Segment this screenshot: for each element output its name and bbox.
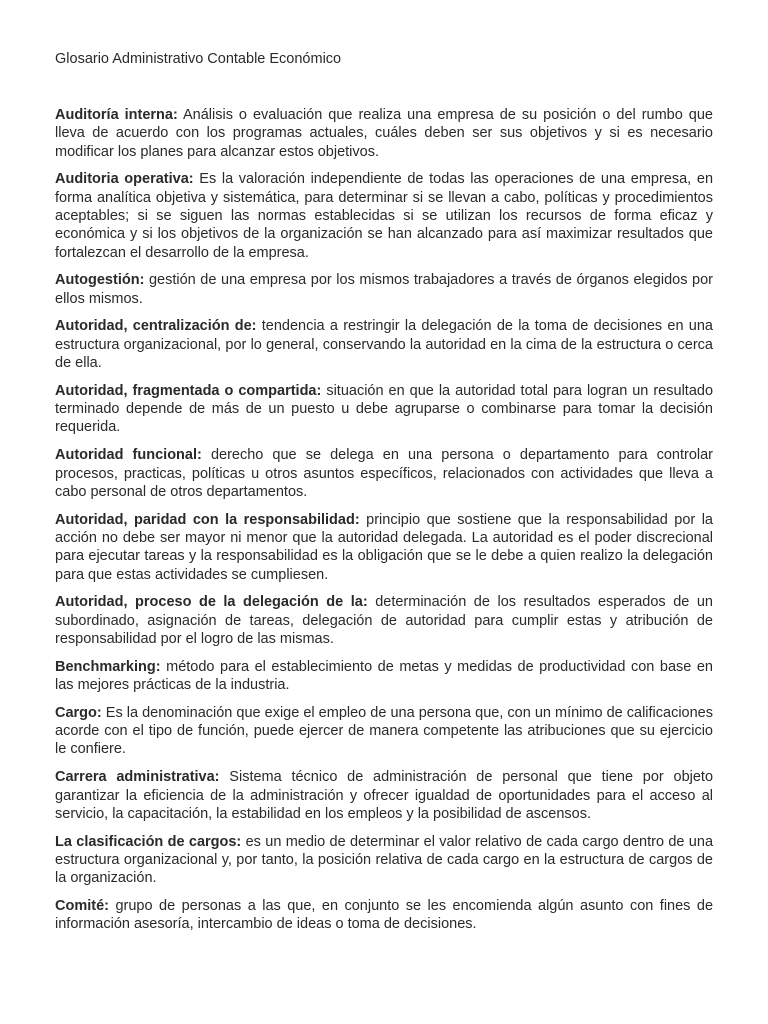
- glossary-term: Benchmarking:: [55, 658, 161, 675]
- glossary-term: Autoridad, centralización de:: [55, 318, 257, 335]
- glossary-entry: [55, 317, 713, 372]
- glossary-entry: [55, 704, 713, 759]
- glossary-definition: grupo de personas a las que, en conjunto se les encomienda algún asunto con fines de información asesoría, intercambio de ideas o toma de decisiones.: [55, 897, 714, 933]
- glossary-entry: [55, 446, 713, 501]
- glossary-entry: [55, 170, 713, 261]
- glossary-definition: es un medio de determinar el valor relativo de cada cargo dentro de una estructura organizacional y, por tanto, la posición relativa de cada cargo en la estructura de cargos de la organización.: [55, 833, 714, 887]
- glossary-term: Autoridad, proceso de la delegación de la:: [55, 594, 368, 611]
- glossary-entry: [55, 658, 713, 695]
- glossary-definition: Es la denominación que exige el empleo de una persona que, con un mínimo de calificaciones acorde con el tipo de función, puede ejercer de manera competente las atribuciones que su ejercicio le confiere.: [55, 704, 713, 758]
- document-title: Glosario Administrativo Contable Económico: [55, 51, 342, 67]
- glossary-definition: método para el establecimiento de metas y medidas de productividad con base en las mejores prácticas de la industria.: [55, 658, 714, 694]
- glossary-term: Comité:: [55, 897, 109, 914]
- glossary-definition: determinación de los resultados esperados de un subordinado, asignación de tareas, delegación de autoridad para cumplir estas y atribución de responsabilidad por el logro de las mismas.: [55, 594, 713, 647]
- glossary-term: Autoridad, fragmentada o compartida:: [55, 382, 322, 399]
- glossary-term: Autoridad, paridad con la responsabilidad:: [55, 511, 360, 528]
- glossary-entry: [55, 106, 713, 161]
- glossary-definition: Es la valoración independiente de todas las operaciones de una empresa, en forma analítica objetiva y sistemática, para determinar si se llevan a cabo, políticas y procedimientos aceptables; si se siguen las normas establecidas si se utilizan los recursos de forma eficaz y económica y si los objetivos de la organización se han alcanzado para así maximizar resultados que fortalezcan el desarrollo de la empresa.: [55, 171, 714, 261]
- glossary-term: Auditoria operativa:: [55, 171, 194, 188]
- glossary-definition: Análisis o evaluación que realiza una empresa de su posición o del rumbo que lleva de acuerdo con los programas actuales, cuáles deben ser sus objetivos y si es necesario modificar los planes para alcanzar estos objetivos.: [55, 107, 713, 160]
- document-page: [55, 50, 713, 943]
- glossary-term: La clasificación de cargos:: [55, 833, 242, 850]
- glossary-list: [55, 106, 713, 934]
- glossary-term: Cargo:: [55, 704, 102, 721]
- glossary-entry: [55, 768, 713, 823]
- glossary-term: Autoridad funcional:: [55, 447, 202, 464]
- glossary-entry: [55, 833, 713, 888]
- glossary-term: Auditoría interna:: [55, 107, 178, 123]
- glossary-entry: [55, 511, 713, 584]
- glossary-term: Carrera administrativa:: [55, 769, 220, 786]
- glossary-definition: gestión de una empresa por los mismos trabajadores a través de órganos elegidos por ellos mismos.: [55, 272, 713, 307]
- glossary-entry: [55, 271, 713, 308]
- glossary-entry: [55, 593, 713, 648]
- glossary-entry: [55, 897, 713, 934]
- glossary-definition: Sistema técnico de administración de personal que tiene por objeto garantizar la eficiencia de la administración y ofrecer igualdad de oportunidades para el acceso al servicio, la capacitación, la estabilidad en los empleos y la posibilidad de ascensos.: [55, 769, 714, 822]
- glossary-term: Autogestión:: [55, 272, 145, 289]
- glossary-definition: principio que sostiene que la responsabilidad por la acción no debe ser mayor ni menor que la autoridad delegada. La autoridad es el poder discrecional para ejecutar tareas y la responsabilidad es la obligación que se le debe a quien realizo la delegación para que estas actividades se cumpliesen.: [55, 511, 713, 583]
- glossary-definition: derecho que se delega en una persona o departamento para controlar procesos, practicas, políticas u otros asuntos específicos, relacionados con actividades que lleva a cabo personal de otros departamentos.: [55, 447, 714, 500]
- glossary-definition: tendencia a restringir la delegación de la toma de decisiones en una estructura organizacional, por lo general, conservando la autoridad en la cima de la estructura o cerca de ella.: [55, 318, 713, 372]
- glossary-entry: [55, 382, 713, 437]
- glossary-definition: situación en que la autoridad total para logran un resultado terminado depende de más de un puesto u debe agruparse o combinarse para tomar la decisión requerida.: [55, 382, 714, 436]
